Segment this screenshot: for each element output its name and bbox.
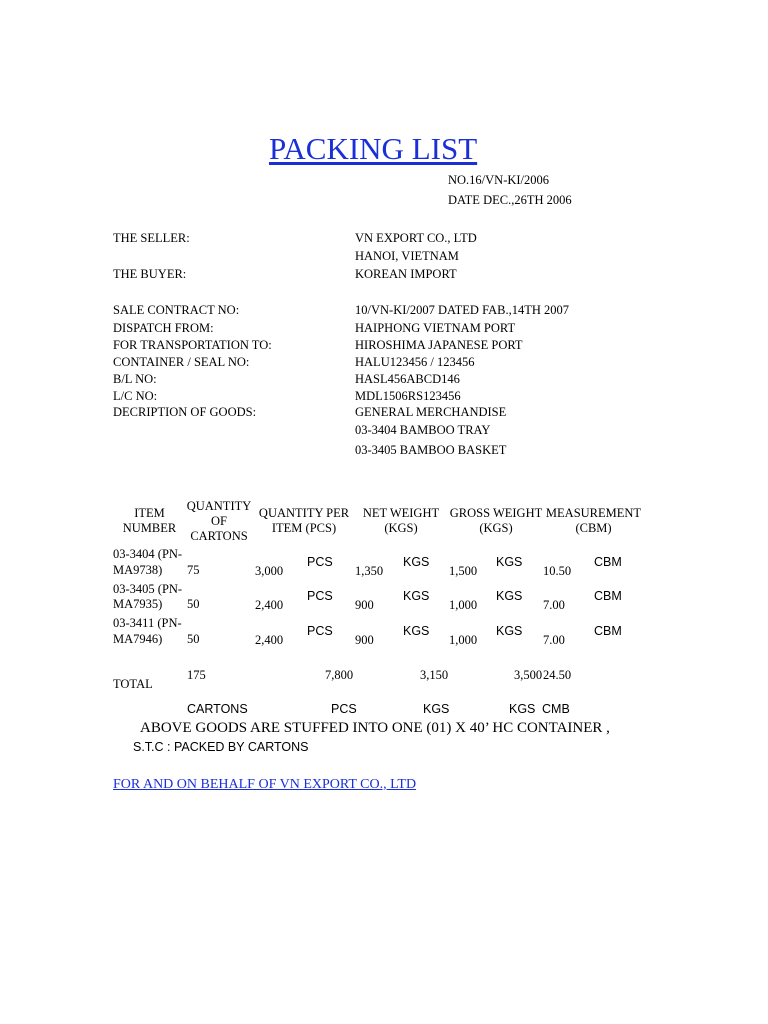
detail-value: 10/VN-KI/2007 DATED FAB.,14TH 2007 <box>355 303 569 317</box>
row-net-unit: KGS <box>403 589 430 603</box>
seller-label: THE SELLER: <box>113 231 190 245</box>
row-gross-unit: KGS <box>496 555 523 569</box>
total-label: TOTAL <box>113 677 153 691</box>
buyer-name: KOREAN IMPORT <box>355 267 457 281</box>
header-gross-weight: GROSS WEIGHT (KGS) <box>449 506 543 535</box>
total-quantity: 7,800 <box>325 668 354 682</box>
row-quantity-unit: PCS <box>307 589 333 603</box>
packing-note: S.T.C : PACKED BY CARTONS <box>133 740 309 754</box>
row-net-unit: KGS <box>403 624 430 638</box>
seller-name: VN EXPORT CO., LTD <box>355 231 477 245</box>
detail-value: HASL456ABCD146 <box>355 372 460 386</box>
row-net-weight: 900 <box>355 598 374 612</box>
row-cartons: 75 <box>187 563 200 577</box>
detail-value: HIROSHIMA JAPANESE PORT <box>355 338 523 352</box>
total-quantity-unit: PCS <box>331 702 357 716</box>
row-quantity-unit: PCS <box>307 555 333 569</box>
row-gross-unit: KGS <box>496 624 523 638</box>
row-item-number: MA7935) <box>113 597 163 611</box>
row-gross-weight: 1,000 <box>449 633 478 647</box>
signoff-line: FOR AND ON BEHALF OF VN EXPORT CO., LTD <box>113 777 417 792</box>
detail-value: HALU123456 / 123456 <box>355 355 475 369</box>
row-item-number: MA9738) <box>113 563 163 577</box>
row-quantity: 2,400 <box>255 633 284 647</box>
row-measurement-unit: CBM <box>594 624 622 638</box>
row-cartons: 50 <box>187 597 200 611</box>
stuffing-note: ABOVE GOODS ARE STUFFED INTO ONE (01) X 40’ HC CONTAINER , <box>140 720 610 736</box>
header-net-weight: NET WEIGHT (KGS) <box>362 506 440 535</box>
detail-value: MDL1506RS123456 <box>355 389 461 403</box>
total-cartons: 175 <box>187 668 206 682</box>
detail-value: HAIPHONG VIETNAM PORT <box>355 321 516 335</box>
total-gross-unit: KGS <box>509 702 536 716</box>
detail-label: FOR TRANSPORTATION TO: <box>113 338 272 352</box>
document-date: DATE DEC.,26TH 2006 <box>448 193 572 207</box>
row-gross-weight: 1,500 <box>449 564 478 578</box>
row-item-number: MA7946) <box>113 632 163 646</box>
row-measurement-unit: CBM <box>594 555 622 569</box>
row-measurement-unit: CBM <box>594 589 622 603</box>
document-title: PACKING LIST <box>269 131 478 166</box>
document-number: NO.16/VN-KI/2006 <box>448 173 550 187</box>
detail-label: DECRIPTION OF GOODS: <box>113 405 257 419</box>
detail-value: GENERAL MERCHANDISE <box>355 405 507 419</box>
detail-label: SALE CONTRACT NO: <box>113 303 240 317</box>
total-measurement: 24.50 <box>543 668 572 682</box>
total-net-unit: KGS <box>423 702 450 716</box>
total-net-weight: 3,150 <box>420 668 449 682</box>
row-net-unit: KGS <box>403 555 430 569</box>
total-cartons-unit: CARTONS <box>187 702 248 716</box>
detail-label: L/C NO: <box>113 389 158 403</box>
total-gross-weight: 3,500 <box>514 668 543 682</box>
goods-item: 03-3404 BAMBOO TRAY <box>355 423 491 437</box>
row-measurement: 7.00 <box>543 633 565 647</box>
row-gross-weight: 1,000 <box>449 598 478 612</box>
row-gross-unit: KGS <box>496 589 523 603</box>
header-item-number: ITEM NUMBER <box>122 506 177 535</box>
row-item-number: 03-3411 (PN- <box>113 616 182 630</box>
row-cartons: 50 <box>187 632 200 646</box>
row-net-weight: 1,350 <box>355 564 384 578</box>
row-quantity: 2,400 <box>255 598 284 612</box>
seller-city: HANOI, VIETNAM <box>355 249 459 263</box>
header-measurement: MEASUREMENT (CBM) <box>545 506 642 535</box>
header-quantity-per-item: QUANTITY PER ITEM (PCS) <box>258 506 350 535</box>
detail-label: CONTAINER / SEAL NO: <box>113 355 250 369</box>
row-measurement: 10.50 <box>543 564 572 578</box>
row-item-number: 03-3404 (PN- <box>113 547 183 561</box>
row-quantity: 3,000 <box>255 564 284 578</box>
row-net-weight: 900 <box>355 633 374 647</box>
row-item-number: 03-3405 (PN- <box>113 582 183 596</box>
detail-label: DISPATCH FROM: <box>113 321 214 335</box>
row-quantity-unit: PCS <box>307 624 333 638</box>
detail-label: B/L NO: <box>113 372 157 386</box>
goods-item: 03-3405 BAMBOO BASKET <box>355 443 507 457</box>
header-quantity-cartons: QUANTITY OF CARTONS <box>186 499 252 543</box>
row-measurement: 7.00 <box>543 598 565 612</box>
buyer-label: THE BUYER: <box>113 267 187 281</box>
total-measurement-unit: CMB <box>542 702 570 716</box>
